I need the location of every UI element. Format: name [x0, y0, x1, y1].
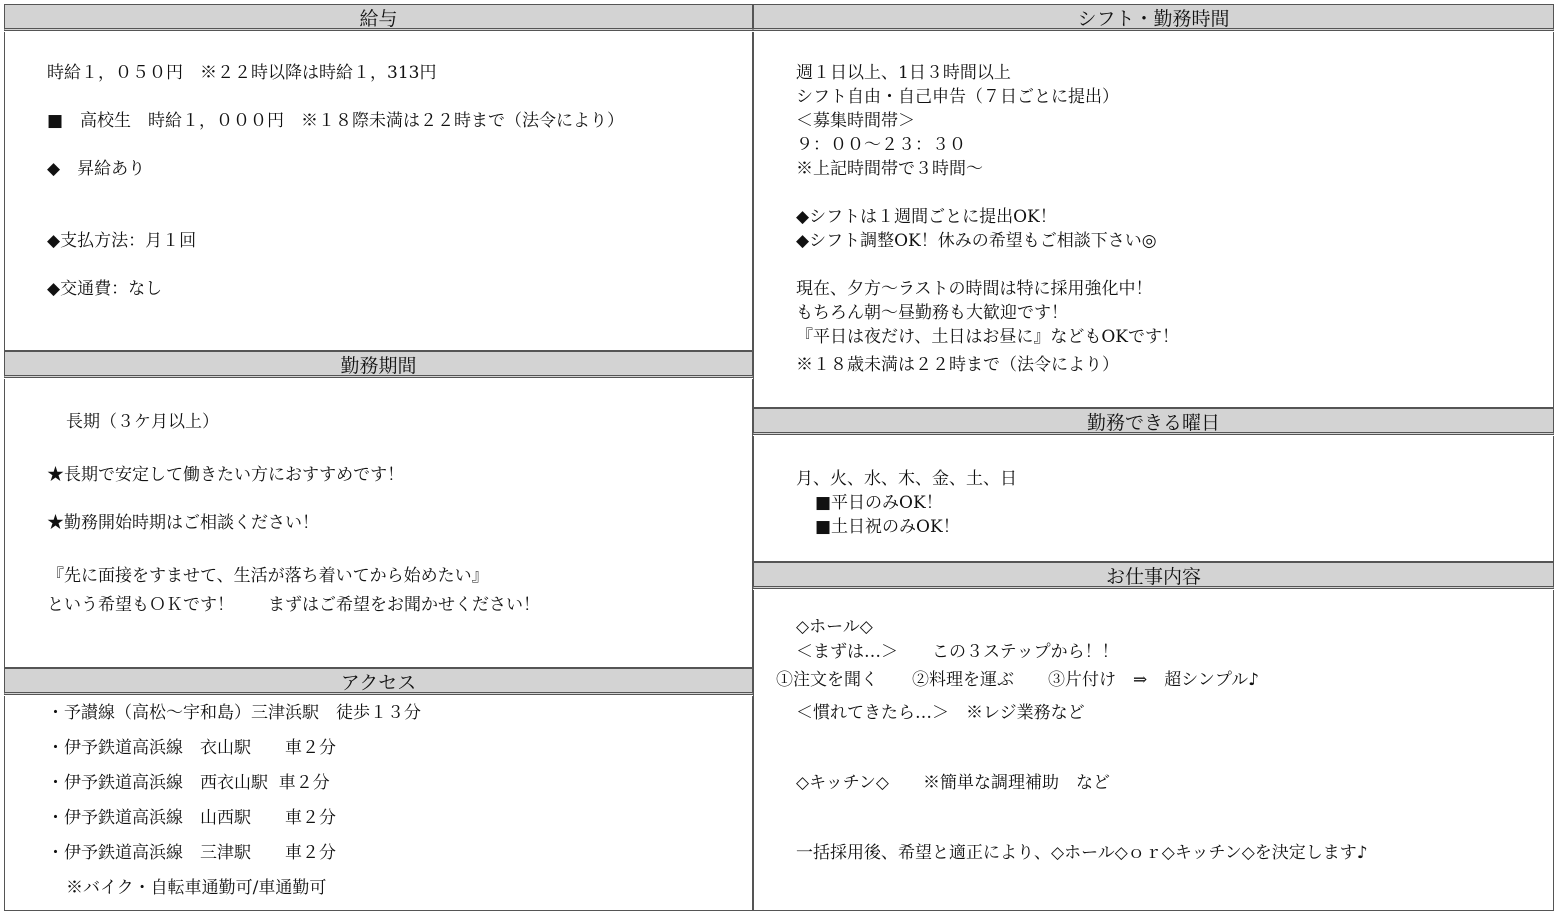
- pay-line: 時給１，０５０円 ※２２時以降は時給１，313円: [47, 63, 437, 83]
- access-section: [4, 668, 753, 911]
- shift-line: もちろん朝～昼勤務も大歓迎です！: [796, 303, 1068, 323]
- days-section: [753, 408, 1554, 562]
- pay-line: ◆交通費：なし: [47, 279, 163, 299]
- shift-body: [753, 32, 1554, 408]
- access-line: ・伊予鉄道高浜線 西衣山駅 車２分: [47, 773, 330, 793]
- access-line: ・伊予鉄道高浜線 山西駅 車２分: [47, 808, 336, 828]
- shift-line: ※上記時間帯で３時間～: [796, 159, 983, 179]
- job-section: [753, 562, 1554, 911]
- days-line: ■平日のみOK！: [815, 493, 943, 513]
- job-line: ＜慣れてきたら…＞ ※レジ業務など: [796, 703, 1085, 723]
- period-line: 『先に面接をすませて、生活が落ち着いてから始めたい』: [47, 566, 489, 586]
- days-header: 勤務できる曜日: [753, 408, 1554, 435]
- job-line: ＜まずは…＞ この３ステップから！！: [796, 642, 1119, 662]
- period-line: ★長期で安定して働きたい方におすすめです！: [47, 465, 405, 485]
- period-line: という希望もＯＫです！ まずはご希望をお聞かせください！: [47, 595, 540, 615]
- shift-section: [753, 4, 1554, 408]
- period-section: [4, 351, 753, 668]
- shift-line: 現在、夕方～ラストの時間は特に採用強化中！: [796, 279, 1153, 299]
- shift-line: ◆シフト調整OK！休みの希望もご相談下さい◎: [796, 231, 1157, 251]
- shift-line: ９：００～２３：３０: [796, 135, 966, 155]
- period-header: 勤務期間: [4, 351, 753, 378]
- period-line: ★勤務開始時期はご相談ください！: [47, 513, 319, 533]
- job-line: ①注文を聞く ②料理を運ぶ ③片付け ⇒ 超シンプル♪: [776, 670, 1259, 690]
- access-header: アクセス: [4, 668, 753, 695]
- days-line: ■土日祝のみOK！: [815, 517, 960, 537]
- shift-line: ◆シフトは１週間ごとに提出OK！: [796, 207, 1057, 227]
- shift-line: シフト自由・自己申告（７日ごとに提出）: [796, 87, 1119, 107]
- access-line: ・予讃線（高松～宇和島）三津浜駅 徒歩１３分: [47, 703, 421, 723]
- days-body: [753, 436, 1554, 562]
- job-line: ◇ホール◇: [796, 617, 873, 637]
- access-body: [4, 696, 753, 911]
- pay-line: ■ 高校生 時給１，０００円 ※１８際未満は２２時まで（法令により）: [47, 111, 625, 131]
- pay-header: 給与: [4, 4, 753, 31]
- access-line: ・伊予鉄道高浜線 三津駅 車２分: [47, 843, 336, 863]
- shift-line: 『平日は夜だけ、土日はお昼に』などもOKです！: [796, 327, 1179, 347]
- shift-line: ※１８歳未満は２２時まで（法令により）: [796, 355, 1119, 375]
- shift-header: シフト・勤務時間: [753, 4, 1554, 31]
- period-line: 長期（３ケ月以上）: [66, 412, 219, 432]
- access-line: ※バイク・自転車通勤可/車通勤可: [66, 878, 327, 898]
- access-line: ・伊予鉄道高浜線 衣山駅 車２分: [47, 738, 336, 758]
- job-header: お仕事内容: [753, 562, 1554, 589]
- job-line: ◇キッチン◇ ※簡単な調理補助 など: [796, 773, 1110, 793]
- pay-section: [4, 4, 753, 351]
- job-line: 一括採用後、希望と適正により、◇ホール◇ｏｒ◇キッチン◇を決定します♪: [796, 843, 1368, 863]
- job-body: [753, 590, 1554, 911]
- days-line: 月、火、水、木、金、土、日: [796, 469, 1017, 489]
- shift-line: ＜募集時間帯＞: [796, 111, 915, 131]
- pay-body: [4, 32, 753, 351]
- period-body: [4, 379, 753, 668]
- pay-line: ◆ 昇給あり: [47, 159, 146, 179]
- shift-line: 週１日以上、1日３時間以上: [796, 63, 1011, 83]
- pay-line: ◆支払方法：月１回: [47, 231, 197, 251]
